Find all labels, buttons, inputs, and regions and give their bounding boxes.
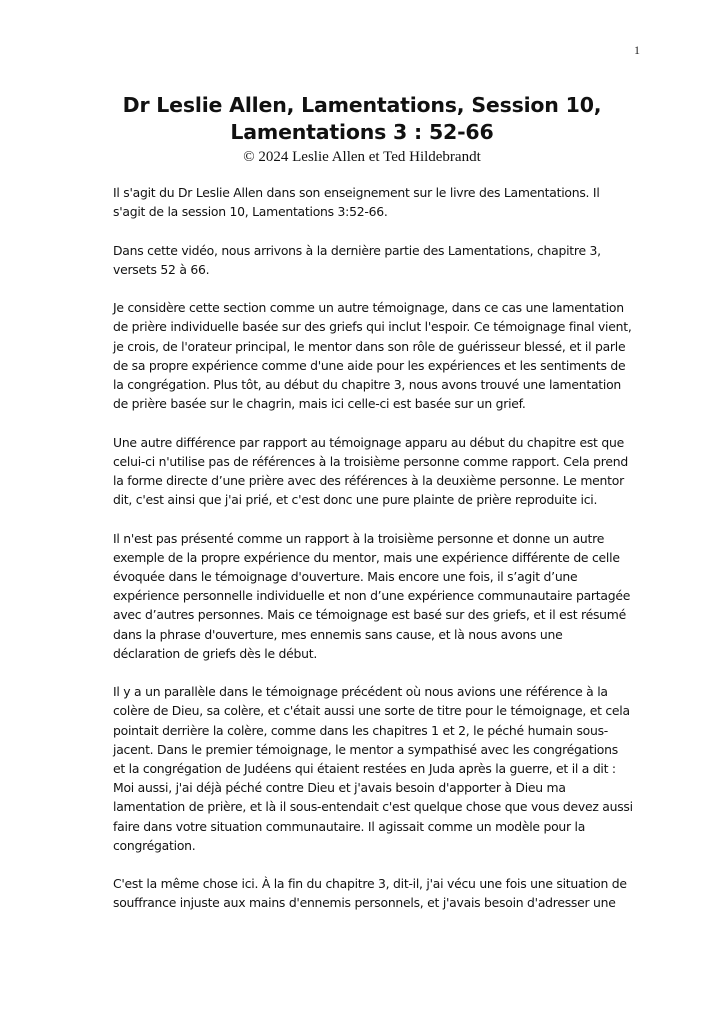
paragraph: Je considère cette section comme un autre témoignage, dans ce cas une lamentation de prière individuelle basée sur des griefs qui inclut l'espoir. Ce témoignage final vient, je crois, de l'orateur principal, le mentor dans son rôle de guérisseur blessé, et il parle de sa propre expérience comme d'une aide pour les expériences et les sentiments de la congrégation. Plus tôt, au début du chapitre 3, nous avons trouvé une lamentation de prière basée sur le chagrin, mais ici celle-ci est basée sur un grief. (113, 300, 632, 412)
paragraph: C'est la même chose ici. À la fin du chapitre 3, dit-il, j'ai vécu une fois une situation de souffrance injuste aux mains d'ennemis personnels, et j'avais besoin d'adresser une (113, 876, 627, 911)
document-body (113, 183, 633, 932)
document-header (0, 92, 724, 167)
copyright-notice: © 2024 Leslie Allen et Ted Hildebrandt (243, 149, 481, 165)
page-number: 1 (634, 43, 640, 57)
paragraph: Il n'est pas présenté comme un rapport à la troisième personne et donne un autre exemple de la propre expérience du mentor, mais une expérience différente de celle évoquée dans le témoignage d'ouverture. Mais encore une fois, il s’agit d’une expérience personnelle individuelle et non d’une expérience communautaire partagée avec d’autres personnes. Mais ce témoignage est basé sur des griefs, et il est résumé dans la phrase d'ouverture, mes ennemis sans cause, et là nous avons une déclaration de griefs dès le début. (113, 530, 631, 661)
paragraph: Une autre différence par rapport au témoignage apparu au début du chapitre est que celui-ci n'utilise pas de références à la troisième personne comme rapport. Cela prend la forme directe d’une prière avec des références à la deuxième personne. Le mentor dit, c'est ainsi que j'ai prié, et c'est donc une pure plainte de prière reproduite ici. (113, 434, 628, 508)
document-title-line-1: Dr Leslie Allen, Lamentations, Session 10, (122, 93, 602, 117)
document-title-line-2: Lamentations 3 : 52-66 (230, 120, 494, 144)
paragraph: Dans cette vidéo, nous arrivons à la dernière partie des Lamentations, chapitre 3, versets 52 à 66. (113, 242, 601, 277)
paragraph: Il y a un parallèle dans le témoignage précédent où nous avions une référence à la colère de Dieu, sa colère, et c'était aussi une sorte de titre pour le témoignage, et cela pointait derrière la colère, comme dans les chapitres 1 et 2, le péché humain sous-jacent. Dans le premier témoignage, le mentor a sympathisé avec les congrégations et la congrégation de Judéens qui étaient restées en Juda après la guerre, et il a dit : Moi aussi, j'ai déjà péché contre Dieu et j'avais besoin d'apporter à Dieu ma lamentation de prière, et là il sous-entendait c'est quelque chose que vous devez aussi faire dans votre situation communautaire. Il agissait comme un modèle pour la congrégation. (113, 684, 633, 853)
paragraph: Il s'agit du Dr Leslie Allen dans son enseignement sur le livre des Lamentations. Il s'agit de la session 10, Lamentations 3:52-66. (113, 185, 600, 220)
